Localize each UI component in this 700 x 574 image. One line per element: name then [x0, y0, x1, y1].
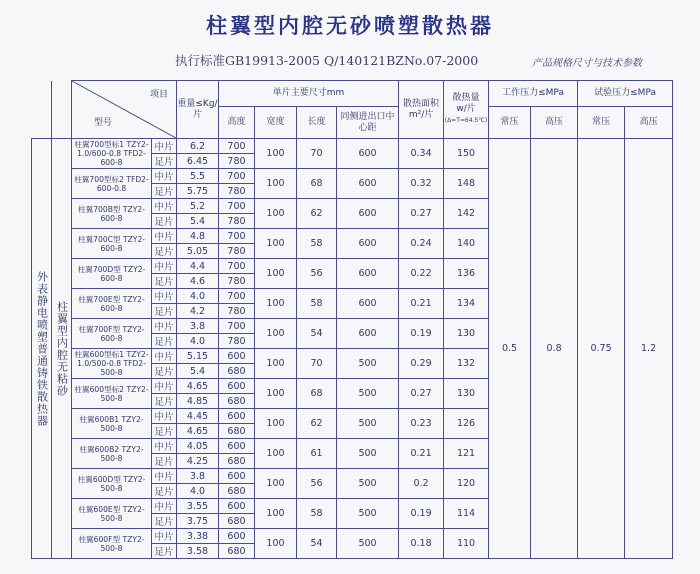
weight-foot: 4.25: [177, 454, 219, 469]
area-cell: 0.32: [399, 169, 444, 199]
test-pressure-header: 试验压力≤MPa: [578, 81, 673, 107]
weight-mid: 4.65: [177, 379, 219, 394]
height-foot: 680: [219, 484, 255, 499]
center-distance-cell: 500: [337, 439, 399, 469]
length-header: 长度: [297, 107, 337, 139]
side-label-outer: 外表静电喷塑普通铸铁散热器: [32, 139, 52, 559]
area-header-label: 散热面积: [403, 98, 440, 109]
heat-cell: 126: [444, 409, 489, 439]
area-cell: 0.29: [399, 349, 444, 379]
model-cell: 柱翼600型标1 TZY2-1.0/500-0.8 TFD2-500-8: [72, 349, 152, 379]
document-title: 柱翼型内腔无砂喷塑散热器: [206, 14, 494, 38]
table-row: [32, 139, 673, 154]
weight-foot: 6.45: [177, 154, 219, 169]
height-foot: 780: [219, 244, 255, 259]
piece-foot-label: 足片: [152, 214, 177, 229]
table-caption: 产品规格尺寸与技术参数: [532, 58, 642, 69]
length-cell: 61: [297, 439, 337, 469]
model-cell: 柱翼700C型 TZY2-600-8: [72, 229, 152, 259]
center-distance-cell: 600: [337, 259, 399, 289]
heat-cell: 130: [444, 319, 489, 349]
weight-mid: 4.05: [177, 439, 219, 454]
model-cell: 柱翼700型标1 TZY2-1.0/600-0.8 TFD2-600-8: [72, 139, 152, 169]
area-cell: 0.23: [399, 409, 444, 439]
length-cell: 58: [297, 229, 337, 259]
area-header: [399, 81, 444, 139]
heat-cell: 140: [444, 229, 489, 259]
area-cell: 0.19: [399, 319, 444, 349]
model-cell: 柱翼700B型 TZY2-600-8: [72, 199, 152, 229]
item-header: 项目: [149, 90, 168, 100]
model-cell: 柱翼600E型 TZY2-500-8: [72, 499, 152, 529]
corner-blank-2: [52, 81, 72, 139]
width-cell: 100: [255, 349, 297, 379]
center-distance-cell: 500: [337, 529, 399, 559]
dims-header: 单片主要尺寸mm: [219, 81, 399, 107]
length-cell: 70: [297, 139, 337, 169]
width-cell: 100: [255, 409, 297, 439]
test-normal-value: 0.75: [578, 139, 625, 559]
work-normal-value: 0.5: [489, 139, 531, 559]
work-pressure-header: 工作压力≤MPa: [489, 81, 578, 107]
weight-mid: 4.8: [177, 229, 219, 244]
width-cell: 100: [255, 169, 297, 199]
length-cell: 62: [297, 199, 337, 229]
weight-mid: 5.5: [177, 169, 219, 184]
piece-foot-label: 足片: [152, 334, 177, 349]
heat-header: [444, 81, 489, 139]
piece-foot-label: 足片: [152, 364, 177, 379]
piece-mid-label: 中片: [152, 289, 177, 304]
width-cell: 100: [255, 229, 297, 259]
heat-cell: 110: [444, 529, 489, 559]
weight-foot: 5.75: [177, 184, 219, 199]
length-cell: 68: [297, 379, 337, 409]
center-distance-cell: 500: [337, 379, 399, 409]
height-mid: 600: [219, 499, 255, 514]
height-header: 高度: [219, 107, 255, 139]
heat-cell: 121: [444, 439, 489, 469]
height-foot: 780: [219, 334, 255, 349]
test-high-header: 高压: [625, 107, 673, 139]
weight-mid: 3.8: [177, 469, 219, 484]
height-foot: 680: [219, 364, 255, 379]
width-cell: 100: [255, 199, 297, 229]
length-cell: 56: [297, 259, 337, 289]
weight-mid: 6.2: [177, 139, 219, 154]
area-cell: 0.21: [399, 289, 444, 319]
piece-mid-label: 中片: [152, 199, 177, 214]
height-foot: 680: [219, 514, 255, 529]
width-cell: 100: [255, 439, 297, 469]
width-cell: 100: [255, 469, 297, 499]
weight-foot: 3.75: [177, 514, 219, 529]
height-foot: 680: [219, 394, 255, 409]
weight-foot: 5.4: [177, 364, 219, 379]
test-high-value: 1.2: [625, 139, 673, 559]
width-cell: 100: [255, 319, 297, 349]
area-cell: 0.27: [399, 379, 444, 409]
piece-foot-label: 足片: [152, 544, 177, 559]
weight-mid: 5.2: [177, 199, 219, 214]
height-foot: 680: [219, 544, 255, 559]
weight-mid: 4.0: [177, 289, 219, 304]
weight-mid: 3.8: [177, 319, 219, 334]
center-distance-cell: 600: [337, 199, 399, 229]
length-cell: 70: [297, 349, 337, 379]
model-cell: 柱翼600F型 TZY2-500-8: [72, 529, 152, 559]
length-cell: 56: [297, 469, 337, 499]
area-cell: 0.27: [399, 199, 444, 229]
piece-mid-label: 中片: [152, 469, 177, 484]
area-cell: 0.18: [399, 529, 444, 559]
height-mid: 700: [219, 289, 255, 304]
piece-mid-label: 中片: [152, 439, 177, 454]
length-cell: 68: [297, 169, 337, 199]
width-cell: 100: [255, 499, 297, 529]
heat-cell: 120: [444, 469, 489, 499]
height-mid: 600: [219, 529, 255, 544]
piece-foot-label: 足片: [152, 274, 177, 289]
width-cell: 100: [255, 529, 297, 559]
spec-table: [31, 80, 673, 559]
piece-mid-label: 中片: [152, 379, 177, 394]
height-mid: 700: [219, 199, 255, 214]
height-mid: 600: [219, 409, 255, 424]
model-header: 型号: [94, 118, 113, 128]
length-cell: 58: [297, 289, 337, 319]
model-cell: 柱翼700F型 TZY2-600-8: [72, 319, 152, 349]
piece-foot-label: 足片: [152, 394, 177, 409]
height-mid: 700: [219, 139, 255, 154]
center-distance-cell: 500: [337, 469, 399, 499]
heat-cell: 142: [444, 199, 489, 229]
model-cell: 柱翼700型标2 TFD2-600-0.8: [72, 169, 152, 199]
piece-foot-label: 足片: [152, 184, 177, 199]
area-cell: 0.19: [399, 499, 444, 529]
weight-foot: 3.58: [177, 544, 219, 559]
corner-blank: [32, 81, 52, 139]
side-label-inner: 柱翼型内腔无粘砂: [52, 139, 72, 559]
height-mid: 600: [219, 349, 255, 364]
height-mid: 700: [219, 169, 255, 184]
center-distance-cell: 600: [337, 319, 399, 349]
piece-foot-label: 足片: [152, 424, 177, 439]
center-distance-header: 同侧进出口中心距: [337, 107, 399, 139]
area-cell: 0.34: [399, 139, 444, 169]
center-distance-cell: 600: [337, 169, 399, 199]
heat-cell: 148: [444, 169, 489, 199]
piece-foot-label: 足片: [152, 484, 177, 499]
width-cell: 100: [255, 259, 297, 289]
piece-mid-label: 中片: [152, 319, 177, 334]
model-cell: 柱翼600D型 TZY2-500-8: [72, 469, 152, 499]
weight-foot: 5.4: [177, 214, 219, 229]
piece-foot-label: 足片: [152, 514, 177, 529]
work-normal-header: 常压: [489, 107, 531, 139]
piece-foot-label: 足片: [152, 244, 177, 259]
height-foot: 780: [219, 214, 255, 229]
center-distance-cell: 600: [337, 139, 399, 169]
area-header-unit: m²/片: [408, 109, 434, 120]
height-foot: 780: [219, 184, 255, 199]
width-cell: 100: [255, 139, 297, 169]
height-mid: 600: [219, 379, 255, 394]
work-high-header: 高压: [531, 107, 578, 139]
heat-cell: 150: [444, 139, 489, 169]
width-cell: 100: [255, 379, 297, 409]
piece-foot-label: 足片: [152, 454, 177, 469]
heat-cell: 134: [444, 289, 489, 319]
heat-cell: 136: [444, 259, 489, 289]
piece-foot-label: 足片: [152, 304, 177, 319]
piece-foot-label: 足片: [152, 154, 177, 169]
length-cell: 54: [297, 319, 337, 349]
height-foot: 780: [219, 274, 255, 289]
piece-mid-label: 中片: [152, 529, 177, 544]
model-cell: 柱翼600B1 TZY2-500-8: [72, 409, 152, 439]
weight-mid: 3.55: [177, 499, 219, 514]
center-distance-cell: 500: [337, 409, 399, 439]
weight-foot: 4.0: [177, 334, 219, 349]
weight-mid: 4.45: [177, 409, 219, 424]
width-header: 宽度: [255, 107, 297, 139]
height-mid: 700: [219, 259, 255, 274]
heat-cell: 132: [444, 349, 489, 379]
height-foot: 680: [219, 454, 255, 469]
piece-mid-label: 中片: [152, 409, 177, 424]
weight-header: 重量≤Kg/片: [177, 81, 219, 139]
length-cell: 62: [297, 409, 337, 439]
test-normal-header: 常压: [578, 107, 625, 139]
heat-header-label: 散热量: [452, 93, 480, 103]
length-cell: 58: [297, 499, 337, 529]
piece-mid-label: 中片: [152, 499, 177, 514]
weight-foot: 4.0: [177, 484, 219, 499]
piece-mid-label: 中片: [152, 259, 177, 274]
standard-reference: 执行标准GB19913-2005 Q/140121BZNo.07-2000: [175, 53, 479, 68]
work-high-value: 0.8: [531, 139, 578, 559]
weight-foot: 4.2: [177, 304, 219, 319]
piece-mid-label: 中片: [152, 229, 177, 244]
model-item-header: [72, 81, 177, 139]
weight-foot: 5.05: [177, 244, 219, 259]
area-cell: 0.24: [399, 229, 444, 259]
height-foot: 780: [219, 304, 255, 319]
center-distance-cell: 500: [337, 499, 399, 529]
height-mid: 600: [219, 469, 255, 484]
weight-mid: 4.4: [177, 259, 219, 274]
heat-header-unit: w/片: [456, 104, 476, 114]
length-cell: 54: [297, 529, 337, 559]
area-cell: 0.21: [399, 439, 444, 469]
area-cell: 0.22: [399, 259, 444, 289]
model-cell: 柱翼700D型 TZY2-600-8: [72, 259, 152, 289]
heat-header-condition: (Δ=T=64.5℃): [444, 117, 488, 124]
center-distance-cell: 600: [337, 289, 399, 319]
width-cell: 100: [255, 289, 297, 319]
height-mid: 700: [219, 229, 255, 244]
piece-mid-label: 中片: [152, 349, 177, 364]
heat-cell: 130: [444, 379, 489, 409]
height-mid: 700: [219, 319, 255, 334]
weight-foot: 4.6: [177, 274, 219, 289]
center-distance-cell: 600: [337, 229, 399, 259]
model-cell: 柱翼600B2 TZY2-500-8: [72, 439, 152, 469]
height-foot: 680: [219, 424, 255, 439]
weight-mid: 3.38: [177, 529, 219, 544]
heat-cell: 114: [444, 499, 489, 529]
height-foot: 780: [219, 154, 255, 169]
center-distance-cell: 500: [337, 349, 399, 379]
piece-mid-label: 中片: [152, 139, 177, 154]
model-cell: 柱翼600型标2 TZY2-500-8: [72, 379, 152, 409]
height-mid: 600: [219, 439, 255, 454]
weight-foot: 4.65: [177, 424, 219, 439]
area-cell: 0.2: [399, 469, 444, 499]
model-cell: 柱翼700E型 TZY2-600-8: [72, 289, 152, 319]
weight-mid: 5.15: [177, 349, 219, 364]
piece-mid-label: 中片: [152, 169, 177, 184]
weight-foot: 4.85: [177, 394, 219, 409]
